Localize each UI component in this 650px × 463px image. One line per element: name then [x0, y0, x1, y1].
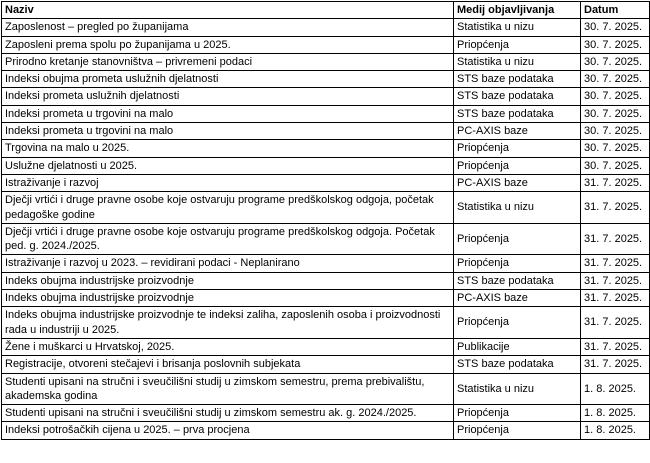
cell-datum: 1. 8. 2025.: [581, 373, 650, 405]
cell-datum: 30. 7. 2025.: [581, 140, 650, 157]
table-row: [2, 140, 650, 157]
cell-medij: STS baze podataka: [454, 272, 581, 289]
table-row: [2, 174, 650, 191]
header-datum: Datum: [581, 2, 650, 19]
table-row: [2, 373, 650, 405]
cell-medij: Priopćenja: [454, 157, 581, 174]
cell-medij: PC-AXIS baze: [454, 123, 581, 140]
table-body: [2, 19, 650, 439]
table-row: [2, 71, 650, 88]
cell-naziv: Dječji vrtići i druge pravne osobe koje ostvaruju programe predškolskog odgoja. Početak ped. g. 2024./2025.: [2, 223, 454, 255]
cell-datum: 30. 7. 2025.: [581, 123, 650, 140]
cell-medij: STS baze podataka: [454, 88, 581, 105]
cell-datum: 31. 7. 2025.: [581, 174, 650, 191]
cell-datum: 30. 7. 2025.: [581, 71, 650, 88]
table-row: [2, 123, 650, 140]
cell-datum: 30. 7. 2025.: [581, 157, 650, 174]
cell-medij: Statistika u nizu: [454, 19, 581, 36]
cell-naziv: Istraživanje i razvoj u 2023. – revidirani podaci - Neplanirano: [2, 255, 454, 272]
cell-naziv: Žene i muškarci u Hrvatskoj, 2025.: [2, 338, 454, 355]
table-row: [2, 105, 650, 122]
table-row: [2, 223, 650, 255]
table-row: [2, 338, 650, 355]
cell-naziv: Dječji vrtići i druge pravne osobe koje ostvaruju programe predškolskog odgoja, početak pedagoške godine: [2, 192, 454, 224]
table-row: [2, 53, 650, 70]
release-calendar-table: [1, 1, 650, 440]
cell-naziv: Prirodno kretanje stanovništva – privremeni podaci: [2, 53, 454, 70]
cell-naziv: Zaposlenost – pregled po županijama: [2, 19, 454, 36]
cell-medij: STS baze podataka: [454, 71, 581, 88]
cell-datum: 30. 7. 2025.: [581, 36, 650, 53]
cell-naziv: Studenti upisani na stručni i sveučilišni studij u zimskom semestru ak. g. 2024./2025.: [2, 405, 454, 422]
cell-medij: Priopćenja: [454, 223, 581, 255]
table-row: [2, 290, 650, 307]
cell-medij: Priopćenja: [454, 422, 581, 439]
table-row: [2, 88, 650, 105]
cell-medij: Statistika u nizu: [454, 53, 581, 70]
cell-datum: 31. 7. 2025.: [581, 192, 650, 224]
cell-naziv: Indeksi obujma prometa uslužnih djelatnosti: [2, 71, 454, 88]
cell-medij: Priopćenja: [454, 36, 581, 53]
cell-naziv: Indeks obujma industrijske proizvodnje te indeksi zaliha, zaposlenih osoba i proizvodnosti rada u industriji u 2025.: [2, 307, 454, 339]
header-naziv: Naziv: [2, 2, 454, 19]
cell-naziv: Indeks obujma industrijske proizvodnje: [2, 272, 454, 289]
cell-naziv: Studenti upisani na stručni i sveučilišni studij u zimskom semestru, prema prebivalištu, akademska godina: [2, 373, 454, 405]
cell-datum: 1. 8. 2025.: [581, 422, 650, 439]
cell-medij: STS baze podataka: [454, 105, 581, 122]
table-row: [2, 272, 650, 289]
cell-medij: PC-AXIS baze: [454, 174, 581, 191]
cell-naziv: Indeksi potrošačkih cijena u 2025. – prva procjena: [2, 422, 454, 439]
table-row: [2, 307, 650, 339]
table-row: [2, 255, 650, 272]
cell-datum: 30. 7. 2025.: [581, 105, 650, 122]
cell-medij: STS baze podataka: [454, 356, 581, 373]
cell-naziv: Indeksi prometa u trgovini na malo: [2, 123, 454, 140]
cell-datum: 31. 7. 2025.: [581, 223, 650, 255]
cell-medij: Statistika u nizu: [454, 373, 581, 405]
cell-naziv: Indeksi prometa u trgovini na malo: [2, 105, 454, 122]
cell-naziv: Zaposleni prema spolu po županijama u 2025.: [2, 36, 454, 53]
cell-naziv: Registracije, otvoreni stečajevi i brisanja poslovnih subjekata: [2, 356, 454, 373]
cell-medij: Priopćenja: [454, 140, 581, 157]
cell-medij: PC-AXIS baze: [454, 290, 581, 307]
cell-medij: Priopćenja: [454, 405, 581, 422]
cell-naziv: Istraživanje i razvoj: [2, 174, 454, 191]
cell-naziv: Trgovina na malo u 2025.: [2, 140, 454, 157]
header-medij: Medij objavljivanja: [454, 2, 581, 19]
table-row: [2, 405, 650, 422]
cell-datum: 1. 8. 2025.: [581, 405, 650, 422]
cell-datum: 30. 7. 2025.: [581, 19, 650, 36]
cell-datum: 31. 7. 2025.: [581, 307, 650, 339]
table-row: [2, 19, 650, 36]
table-row: [2, 356, 650, 373]
cell-medij: Statistika u nizu: [454, 192, 581, 224]
table-header-row: [2, 2, 650, 19]
cell-datum: 31. 7. 2025.: [581, 338, 650, 355]
table-row: [2, 192, 650, 224]
cell-datum: 30. 7. 2025.: [581, 53, 650, 70]
cell-datum: 31. 7. 2025.: [581, 356, 650, 373]
cell-naziv: Uslužne djelatnosti u 2025.: [2, 157, 454, 174]
cell-datum: 30. 7. 2025.: [581, 88, 650, 105]
table-row: [2, 157, 650, 174]
cell-datum: 31. 7. 2025.: [581, 290, 650, 307]
cell-naziv: Indeksi prometa uslužnih djelatnosti: [2, 88, 454, 105]
cell-datum: 31. 7. 2025.: [581, 255, 650, 272]
cell-medij: Priopćenja: [454, 307, 581, 339]
table-row: [2, 36, 650, 53]
cell-naziv: Indeks obujma industrijske proizvodnje: [2, 290, 454, 307]
cell-medij: Priopćenja: [454, 255, 581, 272]
cell-datum: 31. 7. 2025.: [581, 272, 650, 289]
cell-medij: Publikacije: [454, 338, 581, 355]
table-row: [2, 422, 650, 439]
